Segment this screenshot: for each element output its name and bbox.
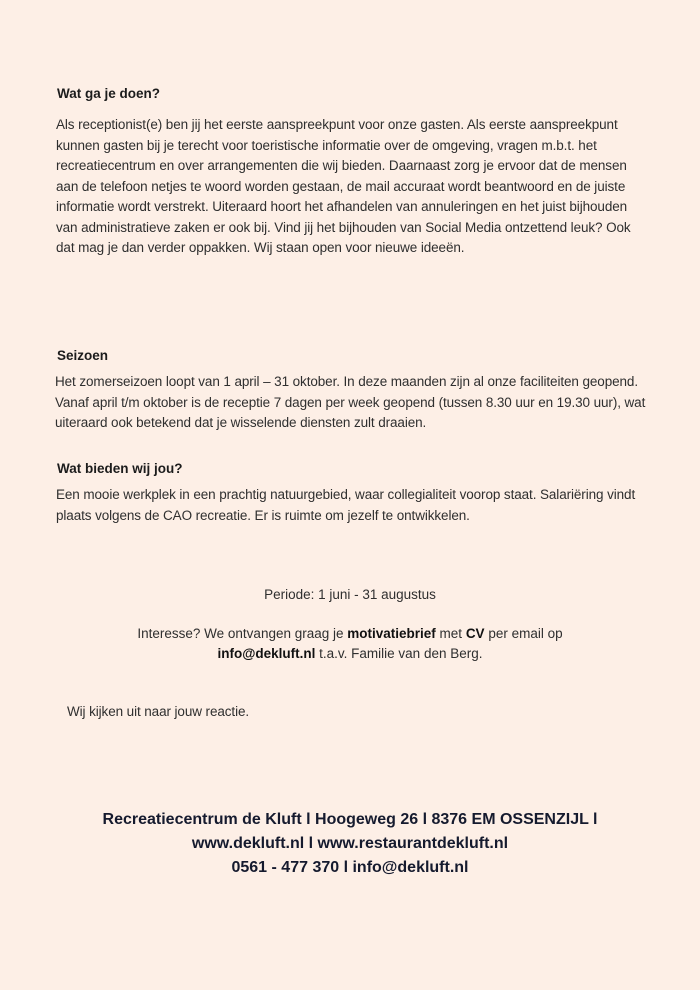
- section-title-seizoen: Seizoen: [57, 348, 109, 363]
- footer-websites[interactable]: www.dekluft.nl l www.restaurantdekluft.nl: [191, 835, 509, 852]
- interesse-line-1: [0, 624, 700, 644]
- periode-text: Periode: 1 juni - 31 augustus: [264, 587, 436, 602]
- email-link[interactable]: info@dekluft.nl: [217, 646, 316, 661]
- interesse-text: [0, 624, 700, 664]
- footer-contact: [0, 808, 700, 880]
- section-text-doen: Als receptionist(e) ben jij het eerste aanspreekpunt voor onze gasten. Als eerste aanspreekpunt kunnen gasten bij je terecht voor toeristische informatie over de omgeving, vragen m.b.t. het recreatiecentrum en over arrangementen die wij bieden. Daarnaast zorg je ervoor dat de mensen aan de telefoon netjes te woord worden gestaan, de mail accuraat wordt beantwoord en de juiste informatie wordt verstrekt. Uiteraard hoort het afhandelen van annuleringen en het juist bijhouden van administratieve zaken er ook bij. Vind jij het bijhouden van Social Media ontzettend leuk? Ook dat mag je dan verder oppakken. Wij staan open voor nieuwe ideeën.: [56, 117, 631, 255]
- section-text-bieden: Een mooie werkplek in een prachtig natuurgebied, waar collegialiteit voorop staat. Salariëring vindt plaats volgens de CAO recreatie. Er is ruimte om jezelf te ontwikkelen.: [56, 487, 636, 523]
- interesse-mid2: per email op: [484, 626, 563, 641]
- motivatiebrief-label: motivatiebrief: [347, 626, 436, 641]
- interesse-line-2: [0, 644, 700, 664]
- section-text-seizoen: Het zomerseizoen loopt van 1 april – 31 oktober. In deze maanden zijn al onze faciliteiten geopend. Vanaf april t/m oktober is de receptie 7 dagen per week geopend (tussen 8.30 uur en 19.30 uur), wat uiteraard ook betekend dat je wisselende diensten zult draaien.: [55, 374, 646, 430]
- section-title-bieden: Wat bieden wij jou?: [57, 461, 183, 476]
- interesse-mid1: met: [435, 626, 466, 641]
- closing-text: Wij kijken uit naar jouw reactie.: [67, 704, 250, 719]
- interesse-prefix: Interesse? We ontvangen graag je: [137, 626, 348, 641]
- footer-address: Recreatiecentrum de Kluft l Hoogeweg 26 l 8376 EM OSSENZIJL l: [102, 811, 598, 828]
- cv-label: CV: [465, 626, 485, 641]
- footer-phone-email[interactable]: 0561 - 477 370 l info@dekluft.nl: [231, 859, 469, 876]
- section-title-doen: Wat ga je doen?: [57, 86, 161, 101]
- interesse-suffix: t.a.v. Familie van den Berg.: [315, 646, 483, 661]
